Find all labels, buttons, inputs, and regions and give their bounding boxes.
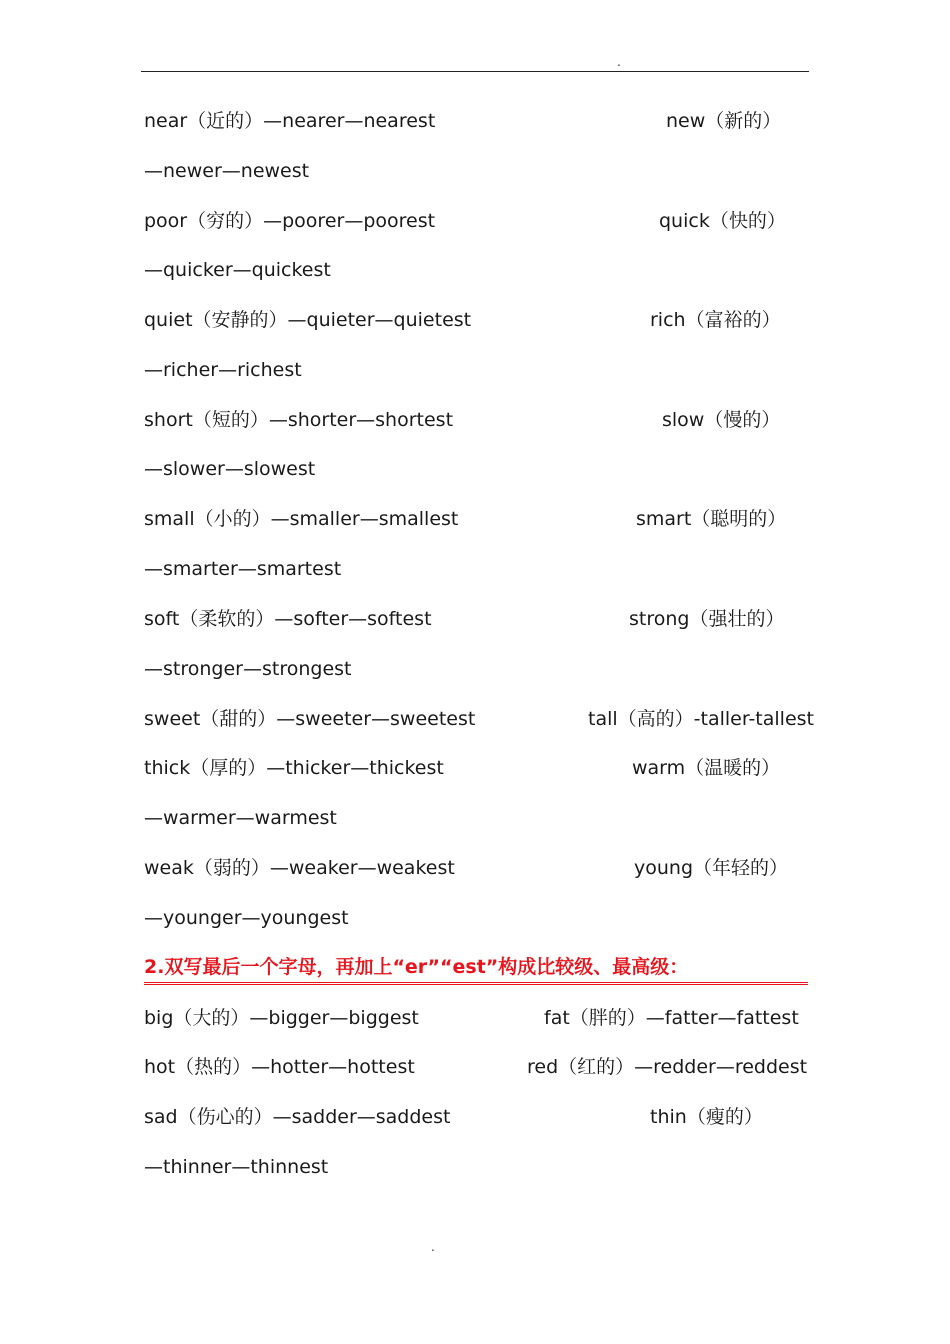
word-line [144, 1052, 810, 1082]
section-heading: 2.双写最后一个字母，再加上“er”“est”构成比较级、最高级： [144, 952, 808, 985]
word-entry-right: smart（聪明的） [636, 508, 787, 530]
header-rule [141, 71, 809, 72]
word-entry-left: sweet（甜的）—sweeter—sweetest [144, 708, 476, 730]
word-entry-right: thin（瘦的） [650, 1106, 763, 1128]
footer-mark: . [431, 1240, 435, 1254]
word-line [144, 803, 810, 833]
word-entry-left: big（大的）—bigger—biggest [144, 1007, 419, 1029]
word-line [144, 255, 810, 285]
word-entry-left: thick（厚的）—thicker—thickest [144, 757, 444, 779]
word-line [144, 1102, 810, 1132]
header-mark: . [617, 55, 621, 69]
word-line [144, 156, 810, 186]
word-line [144, 604, 810, 634]
word-entry-right: quick（快的） [659, 210, 786, 232]
word-line [144, 753, 810, 783]
word-entry-right: strong（强壮的） [629, 608, 785, 630]
word-entry-right: fat（胖的）—fatter—fattest [544, 1007, 799, 1029]
word-entry-right: slow（慢的） [662, 409, 781, 431]
word-line [144, 454, 810, 484]
word-entry-left: —stronger—strongest [144, 658, 352, 680]
word-entry-left: —warmer—warmest [144, 807, 337, 829]
word-entry-left: quiet（安静的）—quieter—quietest [144, 309, 472, 331]
word-line [144, 355, 810, 385]
word-entry-left: short（短的）—shorter—shortest [144, 409, 454, 431]
word-entry-left: —richer—richest [144, 359, 302, 381]
word-entry-left: sad（伤心的）—sadder—saddest [144, 1106, 451, 1128]
word-entry-right: new（新的） [666, 110, 782, 132]
word-line [144, 654, 810, 684]
word-entry-left: —newer—newest [144, 160, 310, 182]
word-line [144, 1152, 810, 1182]
word-entry-left: —quicker—quickest [144, 259, 331, 281]
word-entry-left: —younger—youngest [144, 907, 349, 929]
word-entry-right: young（年轻的） [634, 857, 789, 879]
word-line [144, 853, 810, 883]
word-line [144, 903, 810, 933]
word-entry-left: poor（穷的）—poorer—poorest [144, 210, 436, 232]
word-line [144, 704, 814, 734]
word-entry-left: soft（柔软的）—softer—softest [144, 608, 432, 630]
word-entry-right: warm（温暖的） [632, 757, 781, 779]
word-line [144, 1003, 810, 1033]
word-entry-right: red（红的）—redder—reddest [527, 1056, 808, 1078]
word-entry-left: near（近的）—nearer—nearest [144, 110, 436, 132]
word-entry-left: hot（热的）—hotter—hottest [144, 1056, 415, 1078]
word-entry-right: rich（富裕的） [650, 309, 781, 331]
word-line [144, 106, 810, 136]
word-entry-left: —slower—slowest [144, 458, 316, 480]
word-entry-left: weak（弱的）—weaker—weakest [144, 857, 455, 879]
word-line [144, 405, 810, 435]
word-line [144, 504, 810, 534]
word-entry-left: —thinner—thinnest [144, 1156, 329, 1178]
word-entry-left: small（小的）—smaller—smallest [144, 508, 459, 530]
word-entry-left: —smarter—smartest [144, 558, 342, 580]
word-line [144, 206, 810, 236]
word-line [144, 554, 810, 584]
word-entry-right: tall（高的）-taller-tallest [588, 708, 814, 730]
word-line [144, 305, 810, 335]
